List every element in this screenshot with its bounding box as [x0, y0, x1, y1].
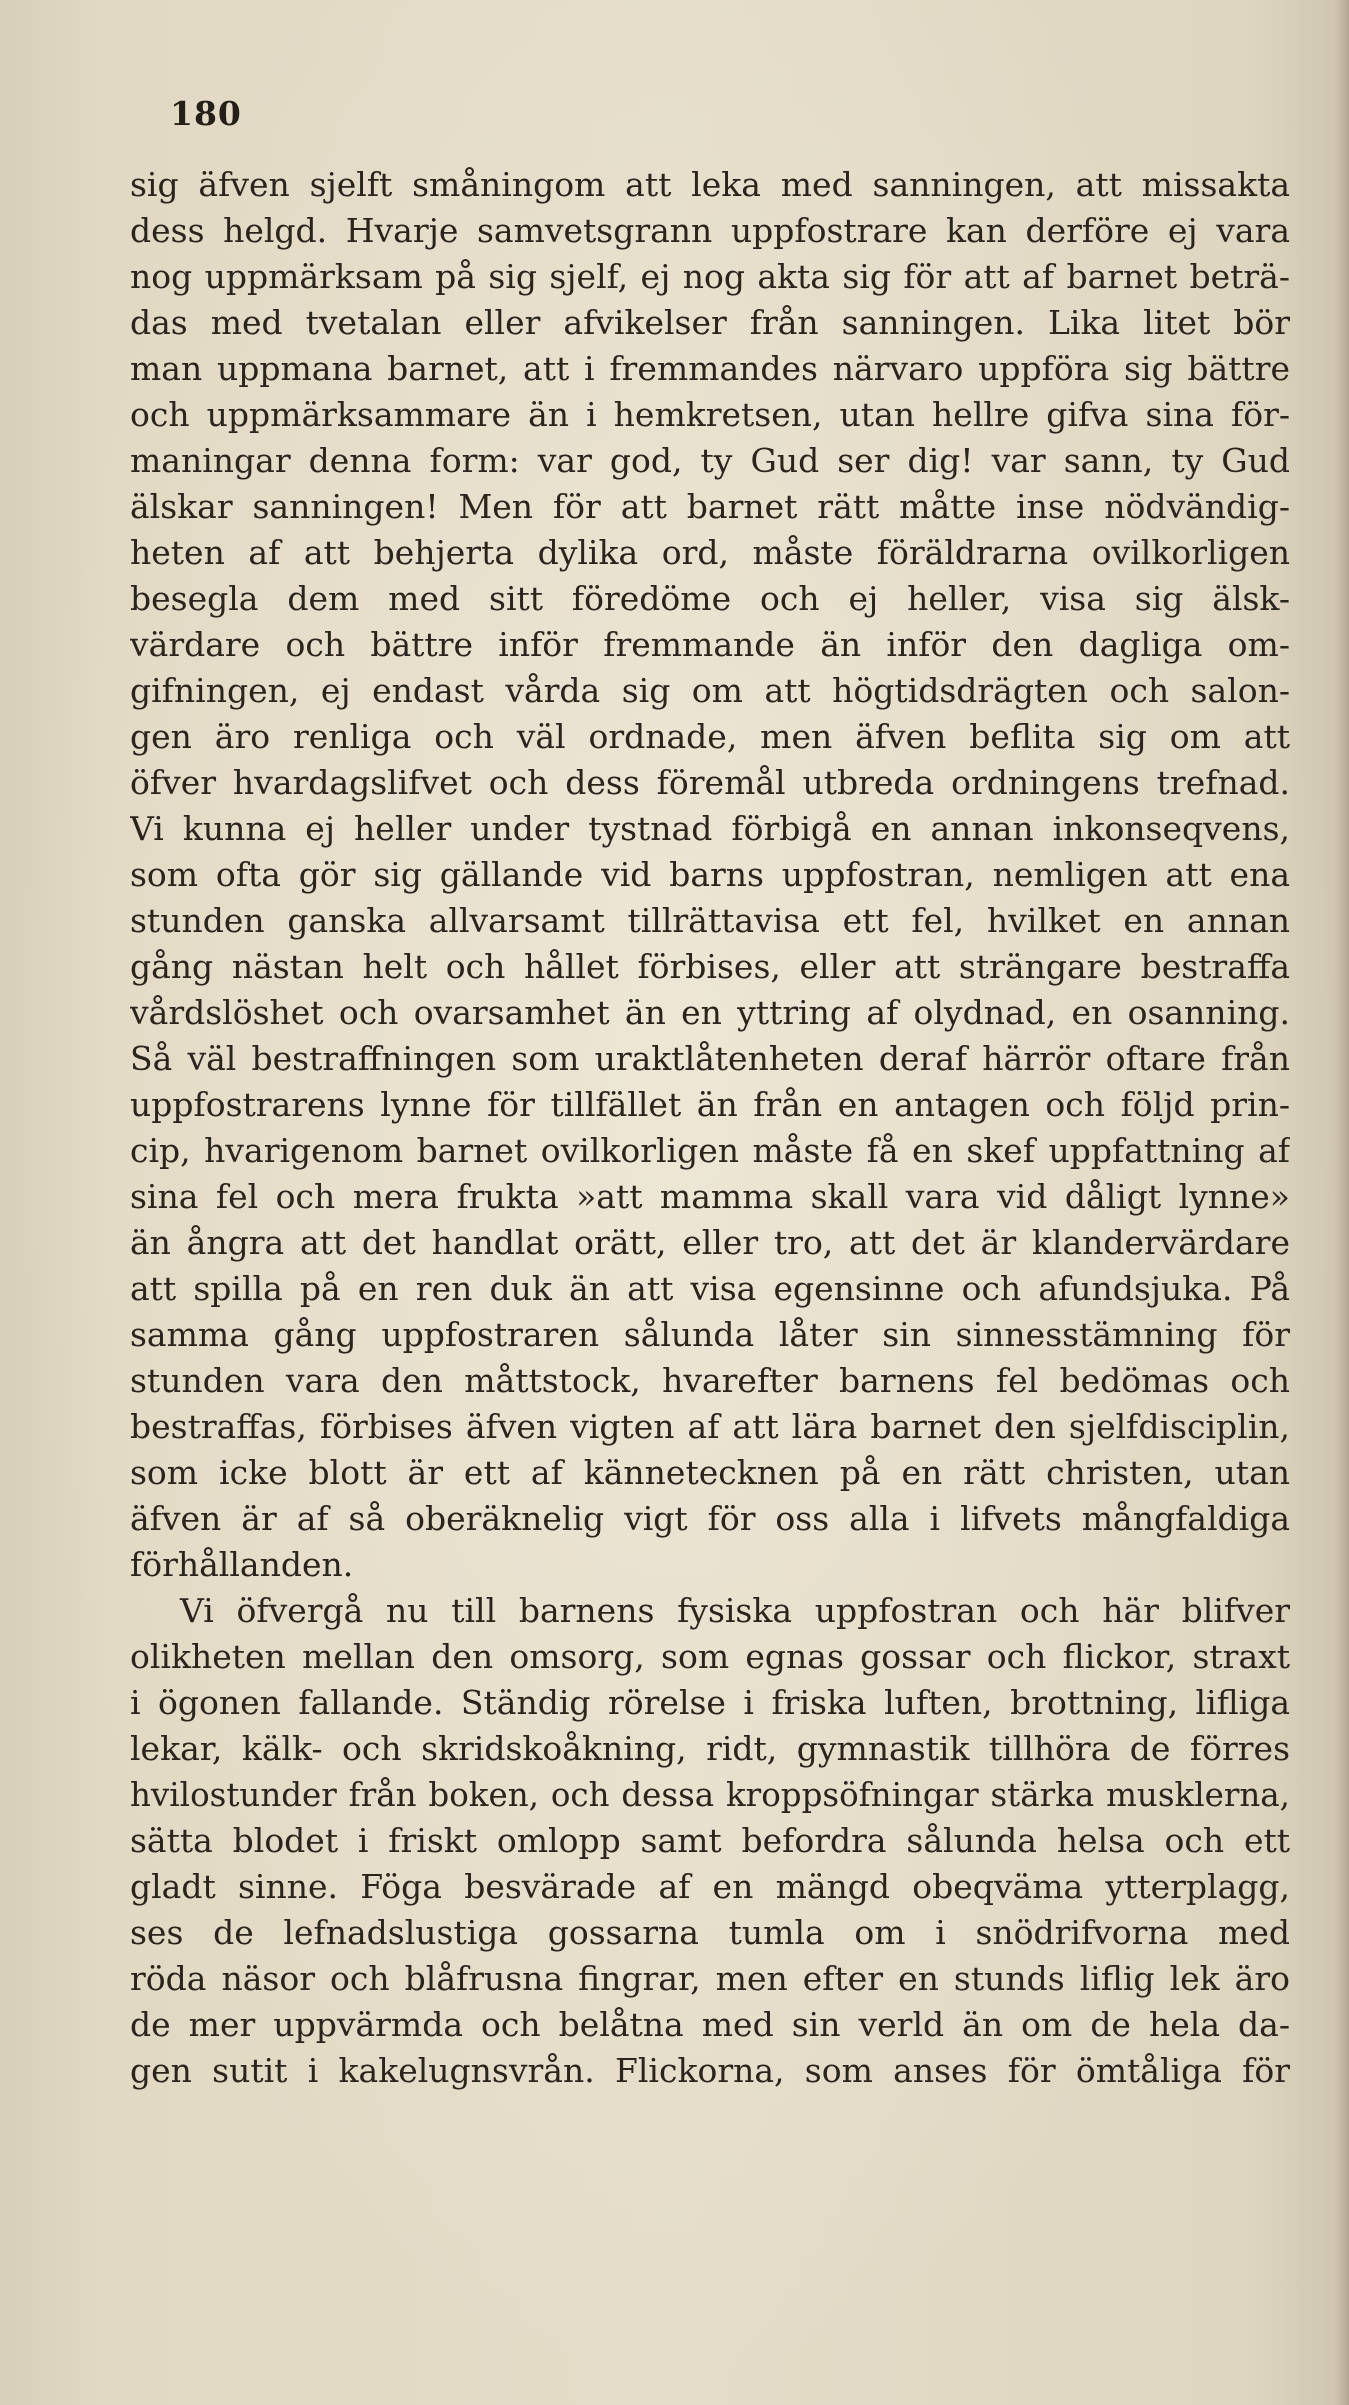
text-line: som icke blott är ett af kännetecknen på en rätt christen, utan: [130, 1453, 1290, 1492]
text-line: Vi kunna ej heller under tystnad förbigå en annan inkonseqvens,: [130, 809, 1290, 848]
text-line: samma gång uppfostraren sålunda låter sin sinnesstämning för: [130, 1315, 1290, 1354]
text-line: vårdslöshet och ovarsamhet än en yttring af olydnad, en osanning.: [130, 993, 1290, 1032]
text-line: ses de lefnadslustiga gossarna tumla om i snödrifvorna med: [130, 1913, 1290, 1952]
text-line: dess helgd. Hvarje samvetsgrann uppfostrare kan derföre ej vara: [130, 211, 1290, 250]
text-line: Så väl bestraffningen som uraktlåtenheten deraf härrör oftare från: [130, 1039, 1290, 1078]
text-line: gång nästan helt och hållet förbises, eller att strängare bestraffa: [130, 947, 1290, 986]
text-line: stunden ganska allvarsamt tillrättavisa ett fel, hvilket en annan: [130, 901, 1290, 940]
text-line: och uppmärksammare än i hemkretsen, utan hellre gifva sina för-: [130, 395, 1290, 434]
text-line: heten af att behjerta dylika ord, måste föräldrarna ovilkorligen: [130, 533, 1290, 572]
page-number: 180: [170, 94, 242, 133]
text-line: sätta blodet i friskt omlopp samt befordra sålunda helsa och ett: [130, 1821, 1290, 1860]
body-text: [130, 162, 1290, 2094]
text-line: lekar, kälk- och skridskoåkning, ridt, gymnastik tillhöra de förres: [130, 1729, 1290, 1768]
text-line: förhållanden.: [130, 1545, 354, 1584]
text-line: gen äro renliga och väl ordnade, men äfven beflita sig om att: [130, 717, 1290, 756]
text-line: i ögonen fallande. Ständig rörelse i friska luften, brottning, lifliga: [130, 1683, 1290, 1722]
text-line: cip, hvarigenom barnet ovilkorligen måste få en skef uppfattning af: [130, 1131, 1290, 1170]
text-line: stunden vara den måttstock, hvarefter barnens fel bedömas och: [130, 1361, 1290, 1400]
text-line: gladt sinne. Föga besvärade af en mängd obeqväma ytterplagg,: [130, 1867, 1290, 1906]
text-line: de mer uppvärmda och belåtna med sin verld än om de hela da-: [130, 2005, 1290, 2044]
text-line: man uppmana barnet, att i fremmandes närvaro uppföra sig bättre: [130, 349, 1290, 388]
text-line: älskar sanningen! Men för att barnet rätt måtte inse nödvändig-: [130, 487, 1290, 526]
text-line: sig äfven sjelft småningom att leka med sanningen, att missakta: [130, 165, 1290, 204]
text-line: än ångra att det handlat orätt, eller tro, att det är klandervärdare: [130, 1223, 1290, 1262]
text-line: gen sutit i kakelugnsvrån. Flickorna, som anses för ömtåliga för: [130, 2051, 1290, 2090]
text-line: äfven är af så oberäknelig vigt för oss alla i lifvets mångfaldiga: [130, 1499, 1290, 1538]
text-line: maningar denna form: var god, ty Gud ser dig! var sann, ty Gud: [130, 441, 1290, 480]
page-edge-shadow: [1335, 0, 1349, 2405]
text-line: besegla dem med sitt föredöme och ej heller, visa sig älsk-: [130, 579, 1290, 618]
text-line: Vi öfvergå nu till barnens fysiska uppfostran och här blifver: [180, 1591, 1290, 1630]
text-line: das med tvetalan eller afvikelser från sanningen. Lika litet bör: [130, 303, 1290, 342]
text-line: hvilostunder från boken, och dessa kroppsöfningar stärka musklerna,: [130, 1776, 1290, 1814]
text-line: gifningen, ej endast vårda sig om att högtidsdrägten och salon-: [130, 671, 1290, 710]
text-line: öfver hvardagslifvet och dess föremål utbreda ordningens trefnad.: [130, 763, 1290, 802]
text-line: som ofta gör sig gällande vid barns uppfostran, nemligen att ena: [130, 855, 1290, 894]
text-line: att spilla på en ren duk än att visa egensinne och afundsjuka. På: [130, 1269, 1290, 1308]
text-line: nog uppmärksam på sig sjelf, ej nog akta sig för att af barnet beträ-: [130, 257, 1290, 296]
text-line: olikheten mellan den omsorg, som egnas gossar och flickor, straxt: [130, 1637, 1290, 1676]
text-line: bestraffas, förbises äfven vigten af att lära barnet den sjelfdisciplin,: [130, 1407, 1290, 1446]
text-line: röda näsor och blåfrusna fingrar, men efter en stunds liflig lek äro: [130, 1959, 1290, 1998]
text-line: uppfostrarens lynne för tillfället än från en antagen och följd prin-: [130, 1085, 1290, 1124]
text-line: sina fel och mera frukta »att mamma skall vara vid dåligt lynne»: [130, 1177, 1290, 1216]
text-line: värdare och bättre inför fremmande än inför den dagliga om-: [130, 625, 1290, 664]
